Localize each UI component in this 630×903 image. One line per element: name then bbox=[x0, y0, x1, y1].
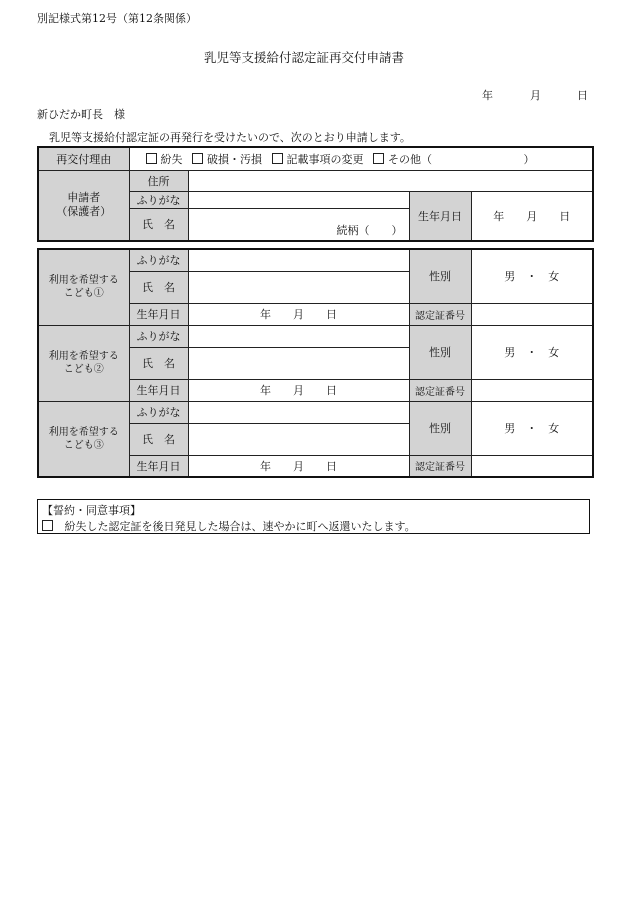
applicant-table bbox=[37, 146, 594, 242]
intro-text: 乳児等支援給付認定証の再発行を受けたいので、次のとおり申請します。 bbox=[49, 131, 411, 144]
child-1-label: 利用を希望する こども① bbox=[38, 249, 129, 325]
child-2-gender-field[interactable]: 男 ・ 女 bbox=[471, 325, 593, 379]
child-3-birthdate-label: 生年月日 bbox=[129, 455, 188, 477]
pledge-line bbox=[36, 518, 416, 534]
child-3-gender-label: 性別 bbox=[409, 401, 471, 455]
pledge-heading: 【誓約・同意事項】 bbox=[42, 504, 141, 517]
page-title: 乳児等支援給付認定証再交付申請書 bbox=[204, 50, 405, 65]
applicant-birthdate-label: 生年月日 bbox=[409, 191, 471, 241]
child-2-gender-label: 性別 bbox=[409, 325, 471, 379]
child-2-birthdate-label: 生年月日 bbox=[129, 379, 188, 401]
child-1-birthdate-label: 生年月日 bbox=[129, 303, 188, 325]
addressee: 新ひだか町長 様 bbox=[37, 108, 125, 121]
address-label: 住所 bbox=[129, 170, 188, 191]
child-3-name-label: 氏 名 bbox=[129, 423, 188, 455]
children-table bbox=[37, 248, 594, 478]
applicant-furigana-field[interactable] bbox=[188, 191, 409, 208]
child-1-name-label: 氏 名 bbox=[129, 271, 188, 303]
relationship-label: 続柄（ ） bbox=[336, 224, 403, 237]
child-2-cert-label: 認定証番号 bbox=[409, 379, 471, 401]
date-month: 月 bbox=[530, 89, 541, 102]
child-2-label: 利用を希望する こども② bbox=[38, 325, 129, 401]
child-1-name-field[interactable] bbox=[188, 271, 409, 303]
child-3-furigana-field[interactable] bbox=[188, 401, 409, 423]
child-1-cert-label: 認定証番号 bbox=[409, 303, 471, 325]
child-2-cert-field[interactable] bbox=[471, 379, 593, 401]
pledge-box bbox=[37, 499, 590, 534]
child-3-birthdate-field[interactable]: 年 月 日 bbox=[188, 455, 409, 477]
child-1-furigana-field[interactable] bbox=[188, 249, 409, 271]
child-1-gender-label: 性別 bbox=[409, 249, 471, 303]
option-damaged-label: 破損・汚損 bbox=[207, 152, 262, 166]
child-1-cert-field[interactable] bbox=[471, 303, 593, 325]
reason-options bbox=[129, 147, 593, 170]
child-2-furigana-field[interactable] bbox=[188, 325, 409, 347]
applicant-label: 申請者 （保護者） bbox=[38, 170, 129, 241]
option-lost-label: 紛失 bbox=[160, 152, 183, 166]
applicant-name-label: 氏 名 bbox=[129, 208, 188, 241]
child-1-birthdate-field[interactable]: 年 月 日 bbox=[188, 303, 409, 325]
child-2-birthdate-field[interactable]: 年 月 日 bbox=[188, 379, 409, 401]
form-number: 別記様式第12号（第12条関係） bbox=[37, 12, 197, 25]
pledge-text: 紛失した認定証を後日発見した場合は、速やかに町へ返還いたします。 bbox=[64, 520, 416, 533]
applicant-furigana-label: ふりがな bbox=[129, 191, 188, 208]
option-other-label: その他（ bbox=[388, 152, 432, 166]
child-2-name-label: 氏 名 bbox=[129, 347, 188, 379]
checkbox-damaged[interactable] bbox=[192, 153, 203, 164]
child-3-label: 利用を希望する こども③ bbox=[38, 401, 129, 477]
child-2-furigana-label: ふりがな bbox=[129, 325, 188, 347]
child-3-furigana-label: ふりがな bbox=[129, 401, 188, 423]
close-paren: ） bbox=[523, 152, 535, 166]
child-3-gender-field[interactable]: 男 ・ 女 bbox=[471, 401, 593, 455]
option-change-label: 記載事項の変更 bbox=[286, 152, 364, 166]
child-2-name-field[interactable] bbox=[188, 347, 409, 379]
child-3-cert-field[interactable] bbox=[471, 455, 593, 477]
address-field[interactable] bbox=[188, 170, 593, 191]
child-1-gender-field[interactable]: 男 ・ 女 bbox=[471, 249, 593, 303]
applicant-birthdate-field[interactable]: 年 月 日 bbox=[471, 191, 593, 241]
child-1-furigana-label: ふりがな bbox=[129, 249, 188, 271]
checkbox-lost[interactable] bbox=[146, 153, 157, 164]
reason-label: 再交付理由 bbox=[38, 147, 129, 170]
date-year: 年 bbox=[482, 89, 493, 102]
checkbox-change[interactable] bbox=[272, 153, 283, 164]
checkbox-other[interactable] bbox=[373, 153, 384, 164]
date-day: 日 bbox=[577, 89, 588, 102]
pledge-checkbox[interactable] bbox=[42, 520, 53, 531]
applicant-name-field[interactable] bbox=[188, 208, 409, 241]
child-3-name-field[interactable] bbox=[188, 423, 409, 455]
child-3-cert-label: 認定証番号 bbox=[409, 455, 471, 477]
